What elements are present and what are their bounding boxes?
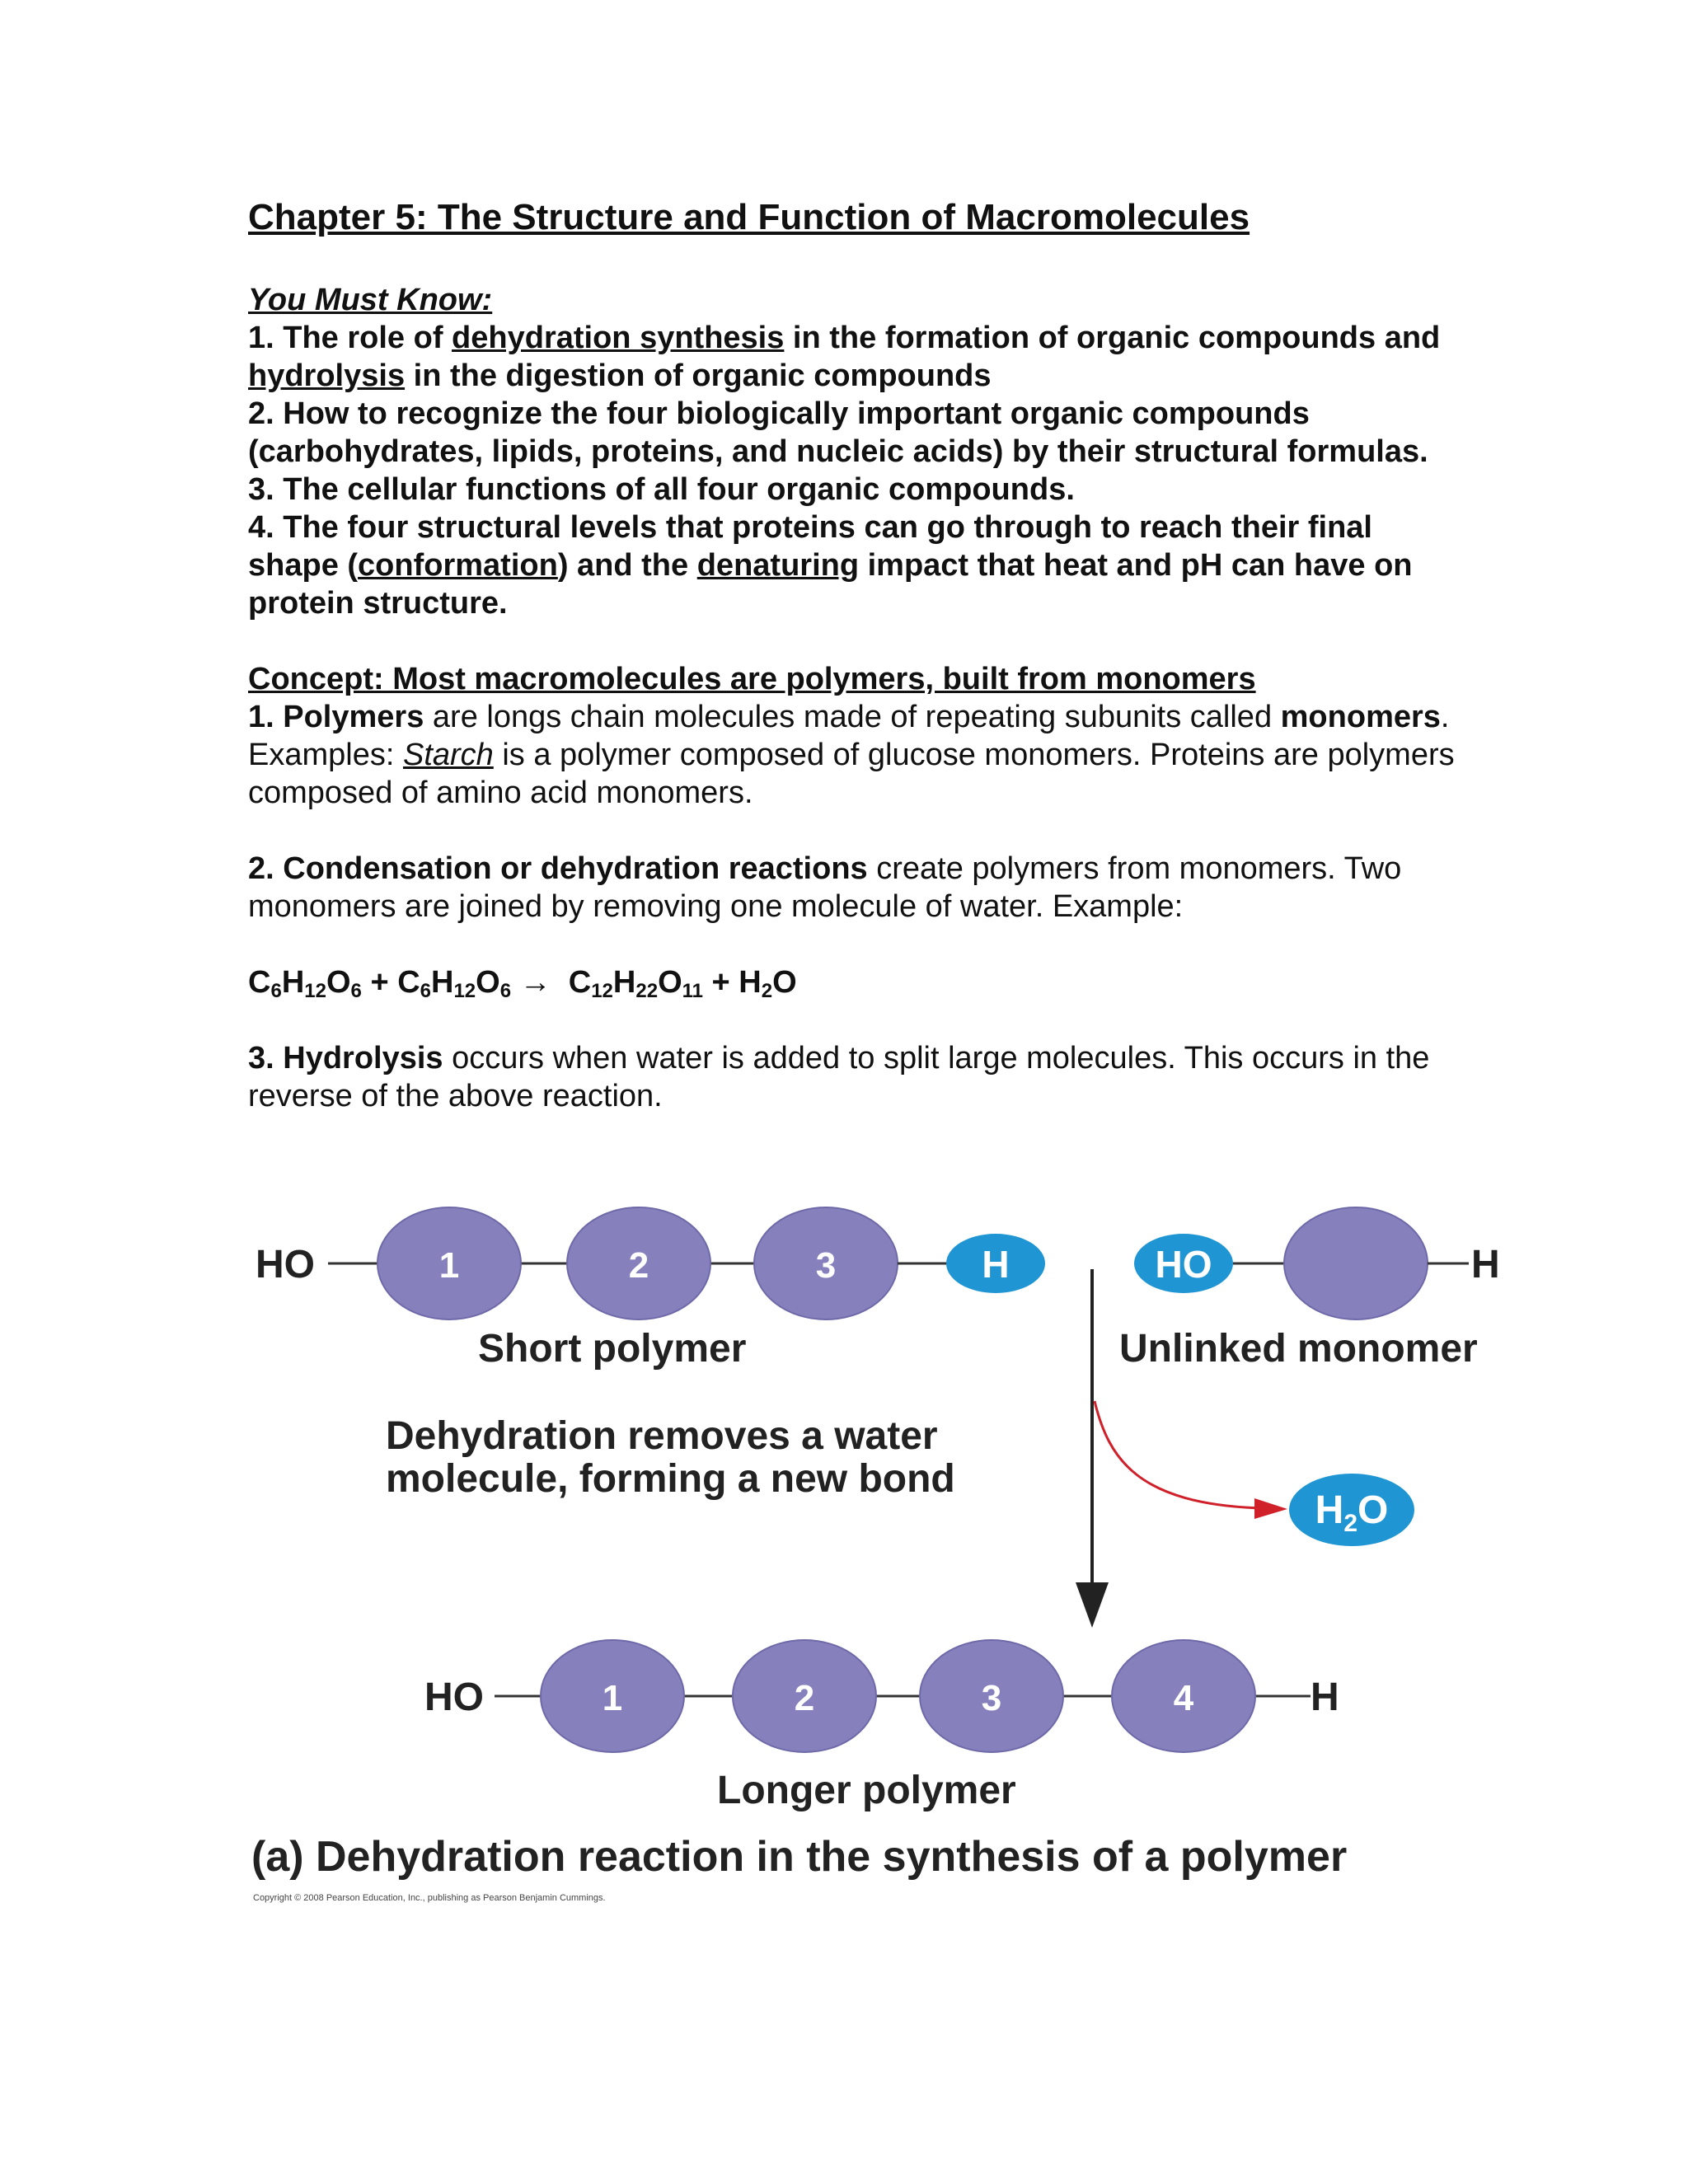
dehydration-text-1: Dehydration removes a water xyxy=(386,1414,938,1458)
short-polymer xyxy=(377,1207,898,1319)
water-label: $H_2O$ xyxy=(1315,1488,1389,1537)
long-monomer-2-label: 2 xyxy=(794,1678,815,1718)
long-monomer-3-label: 3 xyxy=(981,1678,1002,1718)
unlinked-monomer-label: Unlinked monomer xyxy=(1119,1327,1478,1371)
concept-paragraph-1: 1. Polymers are longs chain molecules made of repeating subunits called monomers. Examples: Starch is a polymer composed of glucose monomers. Proteins are polymers composed of amino acid monomers. xyxy=(248,699,1455,810)
long-monomer-4-label: 4 xyxy=(1173,1678,1194,1718)
must-know-item-3: 3. The cellular functions of all four organic compounds. xyxy=(248,471,1075,507)
unlinked-monomer xyxy=(1284,1207,1428,1319)
figure-caption: (a) Dehydration reaction in the synthesis of a polymer xyxy=(251,1833,1348,1881)
dehydration-text-2: molecule, forming a new bond xyxy=(386,1457,955,1501)
must-know-item-4: 4. The four structural levels that proteins can go through to reach their final shape (conformation) and the denaturing impact that heat and pH can have on protein structure. xyxy=(248,509,1413,621)
must-know-item-1: 1. The role of dehydration synthesis in the formation of organic compounds and hydrolysis in the digestion of organic compounds xyxy=(248,320,1441,393)
h-label-bottom: H xyxy=(1311,1675,1339,1719)
short-polymer-label: Short polymer xyxy=(478,1327,747,1371)
concept-heading: Concept: Most macromolecules are polymers, built from monomers xyxy=(248,661,1256,696)
chemical-equation: $C_6H_{12}O_6 + C_6H_{12}O_6 \to C_{12}H_{22}O_{11} + H_2O$ xyxy=(248,964,797,1002)
monomer-1-label: 1 xyxy=(438,1245,460,1286)
reaction-arrowhead xyxy=(1076,1582,1109,1628)
h-label-monomer: H xyxy=(1471,1243,1500,1286)
page-title: Chapter 5: The Structure and Function of Macromolecules xyxy=(248,197,1250,237)
document-body xyxy=(248,196,1468,1115)
monomer-3-label: 3 xyxy=(815,1245,837,1286)
h-label-bubble: H xyxy=(982,1243,1010,1286)
monomer-2-label: 2 xyxy=(628,1245,649,1286)
water-arrowhead xyxy=(1254,1498,1287,1519)
concept-paragraph-3: 3. Hydrolysis occurs when water is added to split large molecules. This occurs in the reverse of the above reaction. xyxy=(248,1040,1430,1113)
copyright-notice: Copyright © 2008 Pearson Education, Inc., publishing as Pearson Benjamin Cummings. xyxy=(253,1893,606,1903)
must-know-heading: You Must Know: xyxy=(248,282,493,317)
concept-paragraph-2: 2. Condensation or dehydration reactions create polymers from monomers. Two monomers are joined by removing one molecule of water. Example: xyxy=(248,851,1402,924)
dehydration-diagram xyxy=(247,1187,1566,1929)
ho-label-bottom: HO xyxy=(424,1675,484,1719)
long-monomer-1-label: 1 xyxy=(602,1678,623,1718)
ho-label-top: HO xyxy=(256,1243,315,1286)
water-arrow xyxy=(1095,1401,1261,1508)
longer-polymer-label: Longer polymer xyxy=(717,1769,1016,1812)
ho-label-bubble: HO xyxy=(1155,1243,1212,1286)
must-know-item-2: 2. How to recognize the four biologically important organic compounds (carbohydrates, lipids, proteins, and nucleic acids) by their structural formulas. xyxy=(248,396,1428,469)
